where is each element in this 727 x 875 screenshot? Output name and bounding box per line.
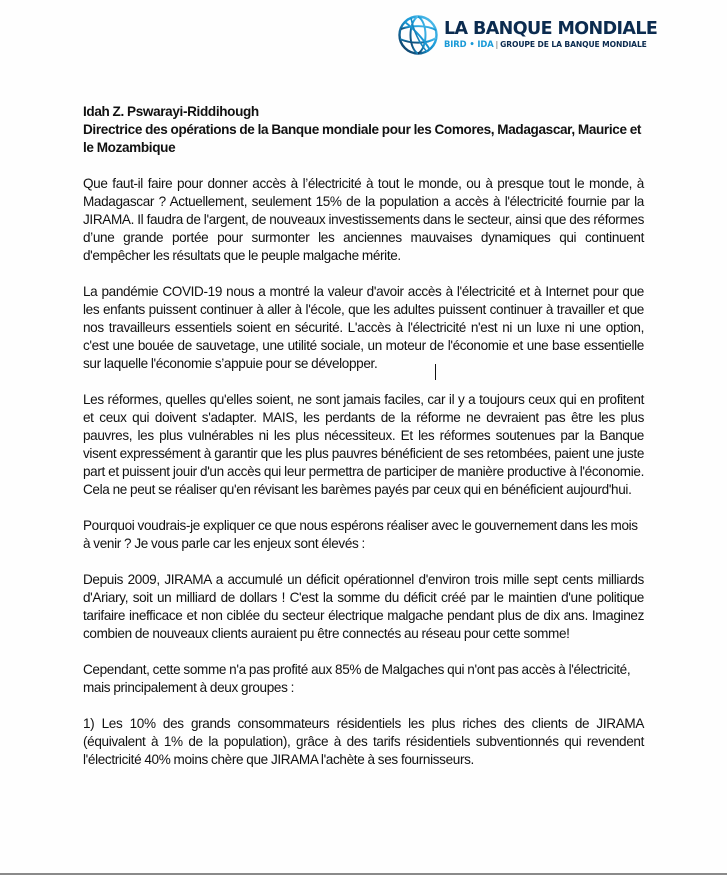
paragraph: Depuis 2009, JIRAMA a accumulé un déficit opérationnel d'environ trois mille sept cents milliards d'Ariary, soit un milliard de dollars ! C'est la somme du déficit créé par le maintien d'une politique tarifaire inefficace et non ciblée du secteur électrique malgache pendant plus de dix ans. Imaginez combien de nouveaux clients auraient pu être connectés au réseau pour cette somme!: [83, 572, 644, 641]
paragraph: La pandémie COVID-19 nous a montré la valeur d'avoir accès à l'électricité et à Internet pour que les enfants puissent continuer à aller à l'école, que les adultes puissent continuer à travailler et que nos travailleurs essentiels soient en sécurité. L'accès à l'électricité n'est ni un luxe ni une option, c'est une bouée de sauvetage, une utilité sociale, un moteur de l'économie et une base essentielle sur laquelle l'économie s’appuie pour se développer.: [83, 284, 644, 371]
text-cursor: [435, 364, 436, 380]
document-body: [83, 103, 644, 787]
logo-group: GROUPE DE LA BANQUE MONDIALE: [500, 40, 647, 49]
world-bank-logo: [397, 14, 657, 56]
paragraph: Les réformes, quelles qu'elles soient, ne sont jamais faciles, car il y a toujours ceux qui en profitent et ceux qui doivent s'adapter. MAIS, les perdants de la réforme ne devraient pas être les plus pauvres, les plus vulnérables ni les plus nécessiteux. Et les réformes soutenues par la Banque visent expressément à garantir que les plus pauvres bénéficient de ses retombées, paient une juste part et puissent jouir d'un accès qui leur permettra de participer de manière productive à l'économie. Cela ne peut se réaliser qu'en révisant les barèmes payés par ceux qui en bénéficient aujourd'hui.: [83, 392, 644, 497]
paragraph: Que faut-il faire pour donner accès à l’électricité à tout le monde, ou à presque tout le monde, à Madagascar ? Actuellement, seulement 15% de la population a accès à l'électricité fournie par la JIRAMA. Il faudra de l'argent, de nouveaux investissements dans le secteur, ainsi que des réformes d’une grande portée pour surmonter les anciennes mauvaises dynamiques qui continuent d'empêcher les résultats que le peuple malgache mérite.: [83, 176, 644, 263]
author-title: Directrice des opérations de la Banque mondiale pour les Comores, Madagascar, Maurice et le Mozambique: [83, 122, 642, 155]
logo-title: LA BANQUE MONDIALE: [444, 19, 658, 39]
logo-separator: |: [495, 40, 499, 49]
author-block: [83, 103, 644, 157]
logo-brand: BIRD • IDA: [444, 39, 494, 49]
logo-subtitle: [444, 39, 657, 50]
author-name: Idah Z. Pswarayi-Riddihough: [83, 104, 259, 119]
globe-icon: [397, 14, 439, 56]
paragraph: Pourquoi voudrais-je expliquer ce que nous espérons réaliser avec le gouvernement dans les mois à venir ? Je vous parle car les enjeux sont élevés :: [83, 518, 638, 551]
paragraph: Cependant, cette somme n'a pas profité aux 85% de Malgaches qui n'ont pas accès à l'électricité, mais principalement à deux groupes :: [83, 662, 631, 695]
list-item-paragraph: 1) Les 10% des grands consommateurs résidentiels les plus riches des clients de JIRAMA (équivalent à 1% de la population), grâce à des tarifs résidentiels subventionnés qui revendent l'électricité 40% moins chère que JIRAMA l'achète à ses fournisseurs.: [83, 716, 644, 767]
